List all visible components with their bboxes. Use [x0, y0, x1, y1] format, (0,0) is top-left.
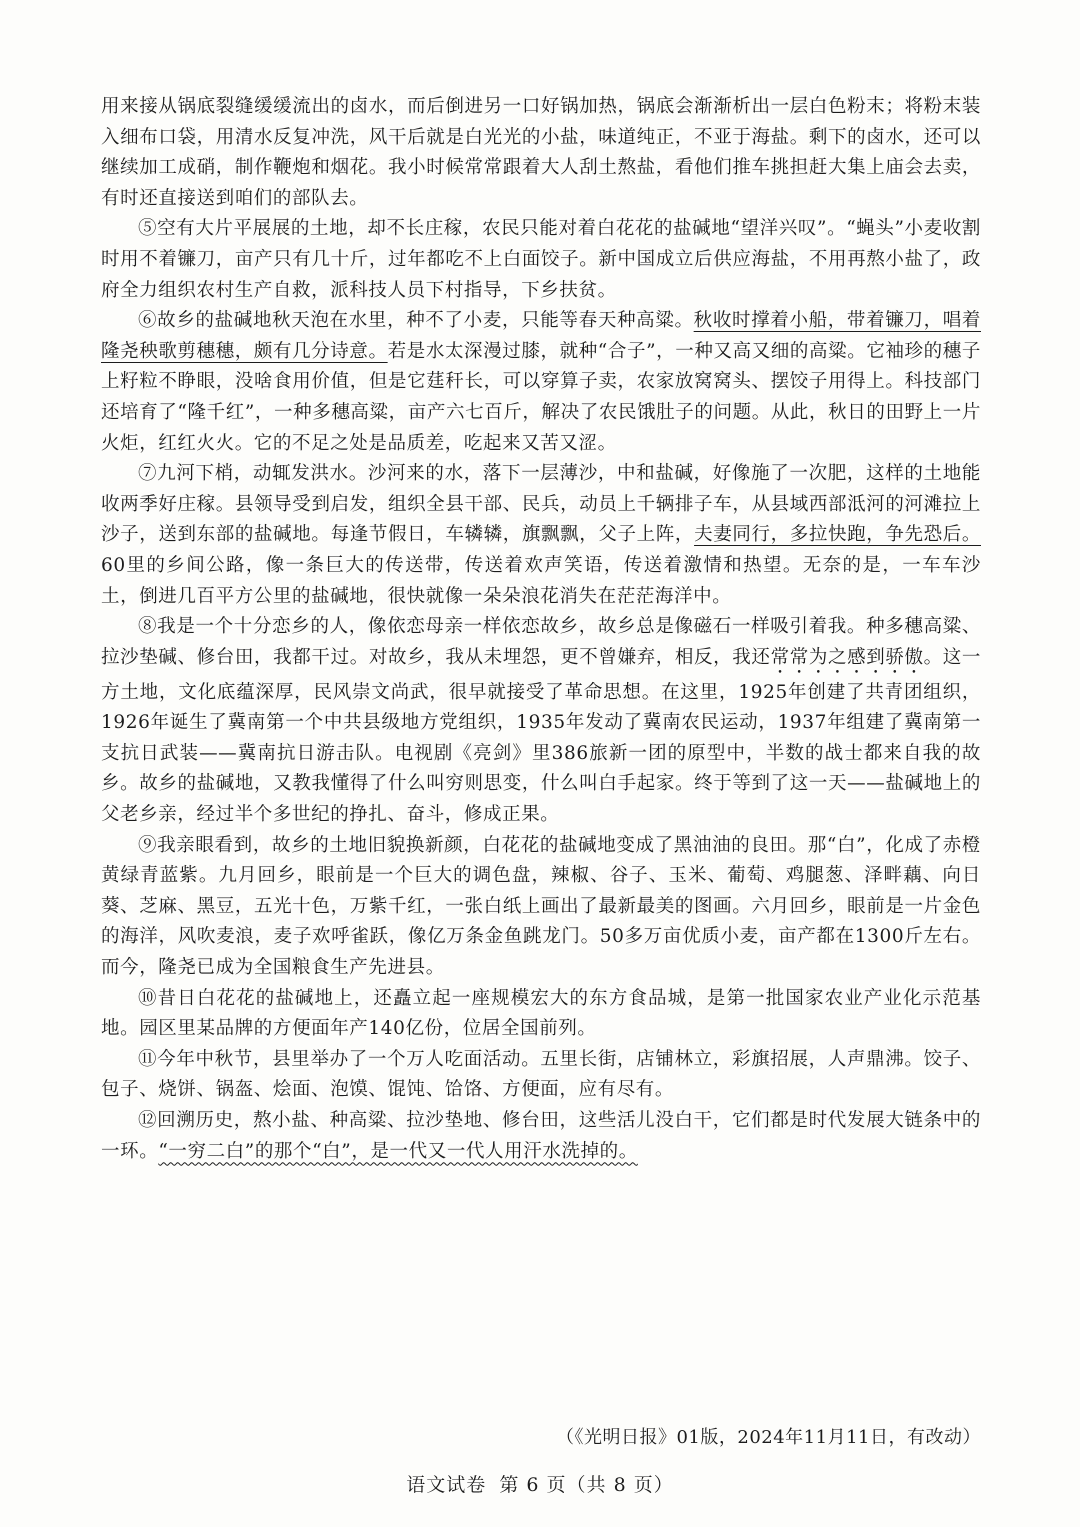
paragraph-5: ⑤空有大片平展展的土地，却不长庄稼，农民只能对着白花花的盐碱地“望洋兴叹”。“蝇头”小麦收割时用不着镰刀，亩产只有几十斤，过年都吃不上白面饺子。新中国成立后供应海盐，不用再熬小盐了，政府全力组织农村生产自救，派科技人员下村指导，下乡扶贫。: [101, 218, 981, 301]
paragraph-12: [101, 1106, 981, 1167]
paragraph-8-dotted: 常常为之感到骄傲: [770, 646, 924, 668]
paragraph-7-text-b: 60里的乡间公路，像一条巨大的传送带，传送着欢声笑语，传送着激情和热望。无奈的是，一车车沙土，倒进几百平方公里的盐碱地，很快就像一朵朵浪花消失在茫茫海洋中。: [101, 554, 981, 607]
paragraph-6-text-a: ⑥故乡的盐碱地秋天泡在水里，种不了小麦，只能等春天种高粱。: [138, 310, 694, 332]
paragraph-10: ⑩昔日白花花的盐碱地上，还矗立起一座规模宏大的东方食品城，是第一批国家农业产业化示范基地。园区里某品牌的方便面年产140亿份，位居全国前列。: [101, 987, 981, 1040]
paragraph-6-underlined: 秋收时撑着小船，带着镰刀，唱着隆尧秧歌剪穗穗，颇有几分诗意。: [101, 310, 981, 362]
paragraph-7-text-a: ⑦九河下梢，动辄发洪水。沙河来的水，落下一层薄沙，中和盐碱，好像施了一次肥，这样的土地能收两季好庄稼。县领导受到启发，组织全县干部、民兵，动员上千辆排子车，从县域西部泜河的河滩拉上沙子，送到东部的盐碱地。每逢节假日，车辚辚，旗飘飘，父子上阵，: [101, 463, 981, 546]
paragraph-11: ⑪今年中秋节，县里举办了一个万人吃面活动。五里长街，店铺林立，彩旗招展，人声鼎沸。饺子、包子、烧饼、锅盔、烩面、泡馍、馄饨、饸饹、方便面，应有尽有。: [101, 1048, 981, 1101]
footer-subject: 语文试卷: [406, 1474, 487, 1496]
paragraph-8-text-b: 。这一方土地，文化底蕴深厚，民风崇文尚武，很早就接受了革命思想。在这里，1925年创建了共青团组织，1926年诞生了冀南第一个中共县级地方党组织，1935年发动了冀南农民运动，1937年组建了冀南第一支抗日武装——冀南抗日游击队。电视剧《亮剑》里386旅新一团的原型中，半数的战士都来自我的故乡。故乡的盐碱地，又教我懂得了什么叫穷则思变，什么叫白手起家。终于等到了这一天——盐碱地上的父老乡亲，经过半个多世纪的挣扎、奋斗，修成正果。: [101, 646, 981, 826]
paragraph-8: [101, 612, 981, 831]
paragraph-12-text-a: ⑫回溯历史，熬小盐、种高粱、拉沙垫地、修台田，这些活儿没白干，它们都是时代发展大链条中的一环。: [101, 1110, 981, 1162]
paragraph-6-text-b: 若是水太深漫过膝，就种“合子”，一种又高又细的高粱。它袖珍的穗子上籽粒不睁眼，没啥食用价值，但是它莛秆长，可以穿算子卖，农家放窝窝头、摆饺子用得上。科技部门还培育了“隆千红”，一种多穗高粱，亩产六七百斤，解决了农民饿肚子的问题。从此，秋日的田野上一片火炬，红红火火。它的不足之处是品质差，吃起来又苦又涩。: [101, 340, 981, 454]
article-source: （《光明日报》01版，2024年11月11日，有改动）: [555, 1427, 981, 1448]
paragraph-7-underlined: 夫妻同行，多拉快跑，争先恐后。: [694, 524, 981, 546]
article-body: [101, 92, 981, 1167]
paragraph-8-text-a: ⑧我是一个十分恋乡的人，像依恋母亲一样依恋故乡，故乡总是像磁石一样吸引着我。种多穗高粱、拉沙垫碱、修台田，我都干过。对故乡，我从未埋怨，更不曾嫌弃，相反，我还: [101, 616, 981, 668]
paragraph-7: [101, 459, 981, 612]
paragraph-12-wavy-underlined: “一穷二白”的那个“白”，是一代又一代人用汗水洗掉的。: [158, 1140, 638, 1162]
paragraph-9: ⑨我亲眼看到，故乡的土地旧貌换新颜，白花花的盐碱地变成了黑油油的良田。那“白”，化成了赤橙黄绿青蓝紫。九月回乡，眼前是一个巨大的调色盘，辣椒、谷子、玉米、葡萄、鸡腿葱、泽畔藕、向日葵、芝麻、黑豆，五光十色，万紫千红，一张白纸上画出了最新最美的图画。六月回乡，眼前是一片金色的海洋，风吹麦浪，麦子欢呼雀跃，像亿万条金鱼跳龙门。50多万亩优质小麦，亩产都在1300斤左右。而今，隆尧已成为全国粮食生产先进县。: [101, 834, 981, 979]
page-footer: [0, 1470, 1080, 1497]
paragraph-6: [101, 306, 981, 459]
footer-page-number: 第 6 页（共 8 页）: [499, 1474, 674, 1496]
paragraph-4-tail: 用来接从锅底裂缝缓缓流出的卤水，而后倒进另一口好锅加热，锅底会渐渐析出一层白色粉末；将粉末装入细布口袋，用清水反复冲洗，风干后就是白光光的小盐，味道纯正，不亚于海盐。剩下的卤水，还可以继续加工成硝，制作鞭炮和烟花。我小时候常常跟着大人刮土熬盐，看他们推车挑担赶大集上庙会去卖，有时还直接送到咱们的部队去。: [101, 96, 981, 209]
